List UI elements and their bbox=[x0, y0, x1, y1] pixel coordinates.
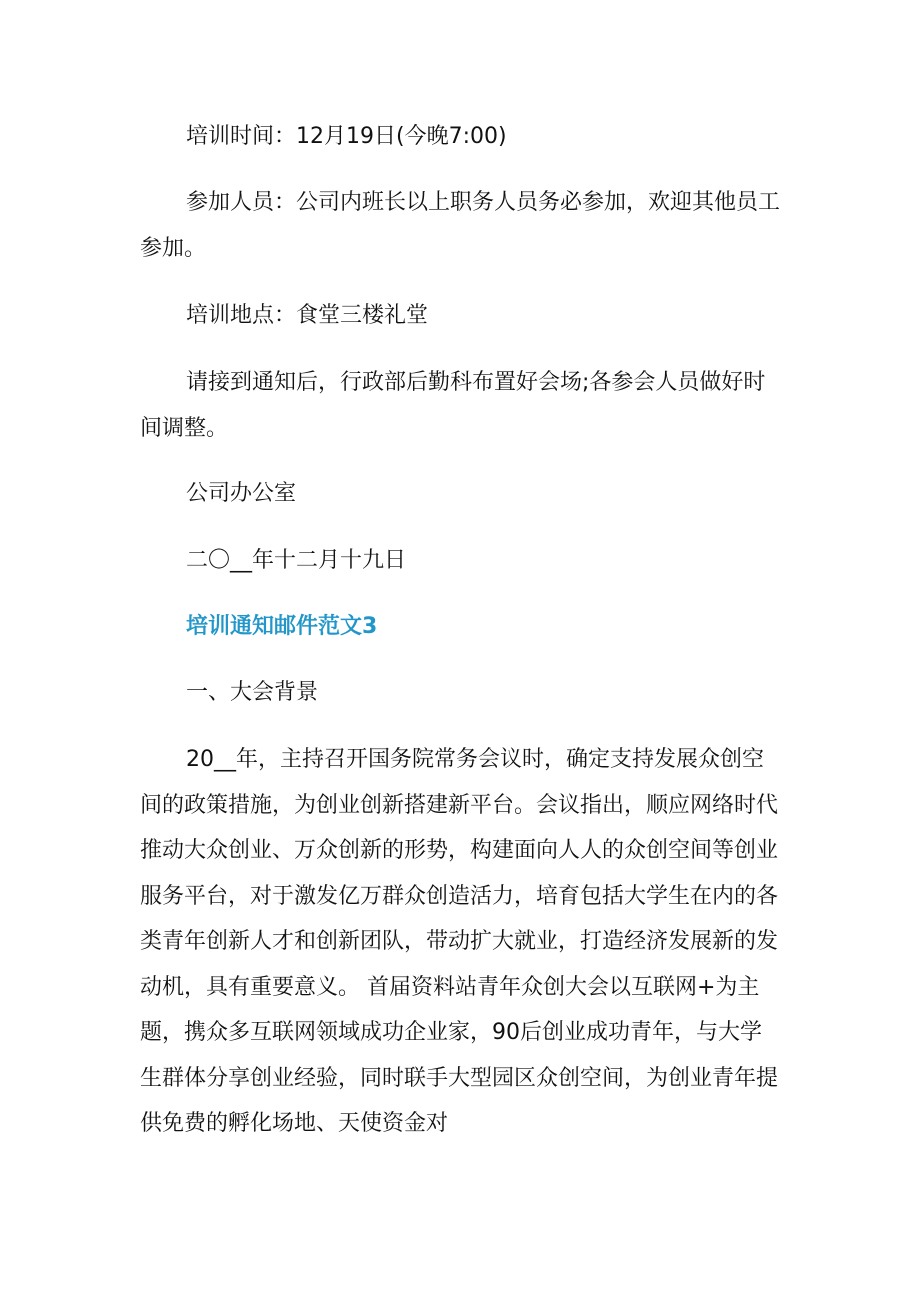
signature-office: 公司办公室 bbox=[186, 481, 297, 506]
section-heading: 培训通知邮件范文3 bbox=[186, 614, 378, 639]
background-body-paragraph: 20__年，主持召开国务院常务会议时，确定支持发展众创空间的政策措施，为创业创新搭建新平台。会议指出，顺应网络时代推动大众创业、万众创新的形势，构建面向人人的众创空间等创业服务平台，对于激发亿万群众创造活力，培育包括大学生在内的各类青年创新人才和创新团队，带动扩大就业，打造经济发展新的发动机，具有重要意义。 首届资料站青年众创大会以互联网+为主题，携众多互联网领域成功企业家，90后创业成功青年，与大学生群体分享创业经验，同时联手大型园区众创空间，为创业青年提供免费的孵化场地、天使资金对 bbox=[140, 747, 779, 1136]
participants-paragraph: 参加人员：公司内班长以上职务人员务必参加，欢迎其他员工参加。 bbox=[140, 190, 781, 261]
signature-date: 二〇__年十二月十九日 bbox=[186, 548, 407, 573]
training-location-paragraph: 培训地点：食堂三楼礼堂 bbox=[186, 303, 429, 328]
section-subheading: 一、大会背景 bbox=[186, 680, 319, 705]
venue-arrangement-paragraph: 请接到通知后，行政部后勤科布置好会场;各参会人员做好时间调整。 bbox=[140, 370, 766, 441]
training-time-paragraph: 培训时间：12月19日(今晚7:00) bbox=[186, 124, 507, 149]
